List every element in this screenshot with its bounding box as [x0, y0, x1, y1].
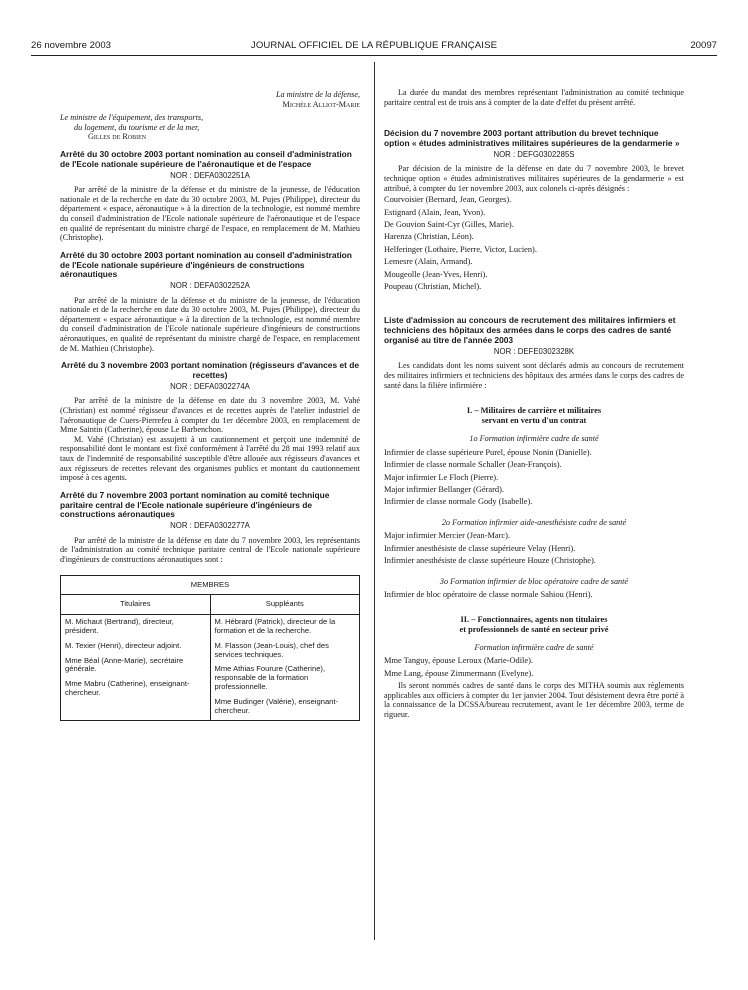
table-cell: M. Hébrard (Patrick), directeur de la formation et de la recherche. [214, 617, 336, 635]
article-text: Ils seront nommés cadres de santé dans le corps des MITHA soumis aux règlements applicables aux officiers à compter du 1er janvier 2004. Tout désistement devra être porté à la connaissance de la DCSSA/bureau recrutement, avant le 1er décembre 2003, terme de rigueur. [384, 681, 684, 719]
members-table [60, 575, 360, 722]
article-text: Par décision de la ministre de la défense en date du 7 novembre 2003, le brevet technique option « études administratives militaires supérieures de la gendarmerie » est attribué, à compter du 1er novembre 2003, aux colonels ci-après désignés : [384, 164, 684, 193]
nor-reference: NOR : DEFA0302274A [170, 381, 250, 391]
column-header-suppleants: Suppléants [210, 595, 360, 615]
article-title: Arrêté du 7 novembre 2003 portant nomination au comité technique paritaire central de l'Ecole nationale supérieure d'ingénieurs de constructions aéronautiques [60, 489, 330, 520]
article-title: Arrêté du 3 novembre 2003 portant nomination (régisseurs d'avances et de recettes) [61, 360, 359, 381]
colonels-list [384, 195, 684, 292]
list-item: Mougeolle (Jean-Yves, Henri). [384, 269, 488, 279]
list-item: Lemesre (Alain, Armand). [384, 257, 473, 267]
article-text: Par arrêté de la ministre de la défense et du ministre de la jeunesse, de l'éducation nationale et de la recherche en date du 30 octobre 2003, M. Pujes (Philippe), directeur du département « espace aéronautique » à la direction de la technologie, est nommé membre du conseil d'administration de l'Ecole nationale supérieure d'ingénieurs de constructions aéronautiques, en qualité de représentant du ministre chargé de l'espace, en remplacement de M. Mathieu (Christophe). [60, 295, 360, 353]
nor-reference: NOR : DEFA0302251A [170, 170, 250, 180]
list-item: Infirmier de classe supérieure Purel, épouse Nonin (Danielle). [384, 447, 592, 457]
page-number: 20097 [690, 40, 717, 51]
article-title: Arrêté du 30 octobre 2003 portant nomination au conseil d'administration de l'Ecole nationale supérieure de l'aéronautique et de l'espace [60, 148, 352, 169]
article-text: Par arrêté de la ministre de la défense en date du 7 novembre 2003, les représentants de l'administration au comité technique paritaire central de l'Ecole nationale supérieure d'ingénieurs de constructions aéronautiques sont : [60, 535, 360, 564]
list-item: Mme Tanguy, épouse Leroux (Marie-Odile). [384, 656, 533, 666]
signature-name: Gilles de Robien [88, 132, 147, 142]
table-cell: Mme Mabru (Catherine), enseignant-chercheur. [65, 679, 190, 697]
list-item: Infirmier de classe normale Gody (Isabelle). [384, 497, 533, 507]
subsection-title: Formation infirmière cadre de santé [474, 642, 594, 652]
table-cell: Mme Béal (Anne-Marie), secrétaire générale. [65, 655, 184, 674]
section-heading [384, 406, 684, 426]
subsection-title: 3o Formation infirmier de bloc opératoire cadre de santé [439, 576, 629, 586]
f2-list [384, 531, 684, 566]
list-item: Helferinger (Lothaire, Pierre, Victor, Lucien). [384, 244, 537, 254]
list-item: Infirmier de classe normale Schaller (Jean-François). [384, 460, 562, 470]
table-cell: M. Flasson (Jean-Louis), chef des services techniques. [214, 640, 329, 659]
table-cell: Mme Budinger (Valérie), enseignant-chercheur. [214, 696, 339, 715]
signature-role: Le ministre de l'équipement, des transports, [60, 113, 204, 123]
titulaires-cell [61, 615, 211, 721]
subsection-title: 1o Formation infirmière cadre de santé [469, 434, 599, 444]
article-title: Arrêté du 30 octobre 2003 portant nomination au conseil d'administration de l'Ecole nationale supérieure d'ingénieurs de constructions aéronautiques [60, 249, 352, 280]
article-title: Décision du 7 novembre 2003 portant attribution du brevet technique option « études administratives militaires supérieures de la gendarmerie » [384, 128, 680, 148]
article-title: Liste d'admission au concours de recrutement des militaires infirmiers et techniciens des hôpitaux des armées dans le corps des cadres de santé organisé au titre de l'année 2003 [384, 315, 676, 345]
list-item: Infirmier anesthésiste de classe supérieure Velay (Henri). [384, 543, 576, 553]
list-item: Major infirmier Mercier (Jean-Marc). [384, 531, 511, 541]
table-cell: Mme Athias Fourure (Catherine), responsable de la formation professionnelle. [214, 664, 326, 691]
list-item: Mme Lang, épouse Zimmermann (Evelyne). [384, 668, 534, 678]
list-item: Infirmier de bloc opératoire de classe normale Sahiou (Henri). [384, 590, 593, 600]
journal-title: JOURNAL OFFICIEL DE LA RÉPUBLIQUE FRANÇAISE [250, 40, 498, 51]
table-cell: M. Texier (Henri), directeur adjoint. [65, 640, 182, 650]
section-heading-line: servant en vertu d'un contrat [481, 416, 587, 426]
f1-list [384, 448, 684, 508]
list-item: Poupeau (Christian, Michel). [384, 282, 482, 291]
article-text: Par arrêté de la ministre de la défense et du ministre de la jeunesse, de l'éducation nationale et de la recherche en date du 30 octobre 2003, M. Pujes (Philippe), directeur du département « espace, aéronautique » à la direction de la technologie, est nommé membre du conseil d'administration de l'Ecole nationale supérieure de l'aéronautique et de l'espace en qualité de représentant du ministre chargé de l'espace, en remplacement de M. Mathieu (Christophe). [60, 185, 360, 243]
article-text: M. Vahé (Christian) est assujetti à un cautionnement et perçoit une indemnité de responsabilité dont le montant est fixé conformément à l'arrêté du 28 mai 1993 relatif aux taux de l'indemnité de responsabilité susceptible d'être allouée aux régisseurs d'avances et aux régisseurs de recettes relevant des organismes publics et montant du cautionnement imposé à ces agents. [60, 434, 360, 483]
nor-reference: NOR : DEFA0302277A [170, 521, 250, 531]
list-item: De Gouvion Saint-Cyr (Gilles, Marie). [384, 219, 514, 229]
list-item: Courvoisier (Bernard, Jean, Georges). [384, 195, 512, 205]
nor-reference: NOR : DEFG0302285S [493, 149, 575, 159]
section-heading-line: II. – Fonctionnaires, agents non titulaires [460, 614, 608, 624]
section-heading [384, 615, 684, 635]
left-column [60, 90, 360, 721]
list-item: Major infirmier Bellanger (Gérard). [384, 484, 504, 494]
header-rule [31, 55, 717, 56]
list-item: Major infirmier Le Floch (Pierre). [384, 472, 499, 482]
article-text: La durée du mandat des membres représentant l'administration au comité technique paritaire central est de trois ans à compter de la date d'effet du présent arrêté. [384, 88, 684, 107]
section-heading-line: I. – Militaires de carrière et militaires [466, 406, 602, 416]
list-item: Harenza (Christian, Léon). [384, 232, 474, 242]
suppleants-cell [210, 615, 360, 721]
signature-name: Michèle Alliot-Marie [282, 99, 360, 109]
article-text: Les candidats dont les noms suivent sont déclarés admis au concours de recrutement des militaires infirmiers et techniciens des hôpitaux des armées dans le corps des cadres de santé dans la filière infirmière : [384, 361, 684, 390]
list-item: Estignard (Alain, Jean, Yvon). [384, 207, 486, 217]
nor-reference: NOR : DEFE0302328K [493, 346, 575, 356]
table-caption: MEMBRES [61, 575, 360, 595]
signature-role: du logement, du tourisme et de la mer, [74, 122, 200, 132]
page-header [31, 40, 717, 54]
f4-list [384, 656, 684, 679]
issue-date: 26 novembre 2003 [31, 40, 112, 51]
list-item: Infirmier anesthésiste de classe supérieure Houze (Christophe). [384, 556, 596, 566]
right-column [384, 88, 684, 719]
article-text: Par arrêté de la ministre de la défense en date du 3 novembre 2003, M. Vahé (Christian) est nommé régisseur d'avances et de recettes auprès de l'atelier industriel de l'aéronautique de Cuers-Pierrefeu à compter du 1er décembre 2003, en remplacement de Mme Saintin (Catherine), épouse Le Barbenchon. [60, 396, 360, 435]
column-divider [374, 62, 375, 940]
subsection-title: 2o Formation infirmier aide-anesthésiste cadre de santé [441, 517, 627, 527]
f3-list [384, 590, 684, 600]
column-header-titulaires: Titulaires [61, 595, 211, 615]
table-cell: M. Michaut (Bertrand), directeur, président. [65, 617, 174, 635]
nor-reference: NOR : DEFA0302252A [170, 281, 250, 291]
section-heading-line: et professionnels de santé en secteur privé [459, 624, 609, 634]
signature-role: La ministre de la défense, [275, 90, 360, 99]
